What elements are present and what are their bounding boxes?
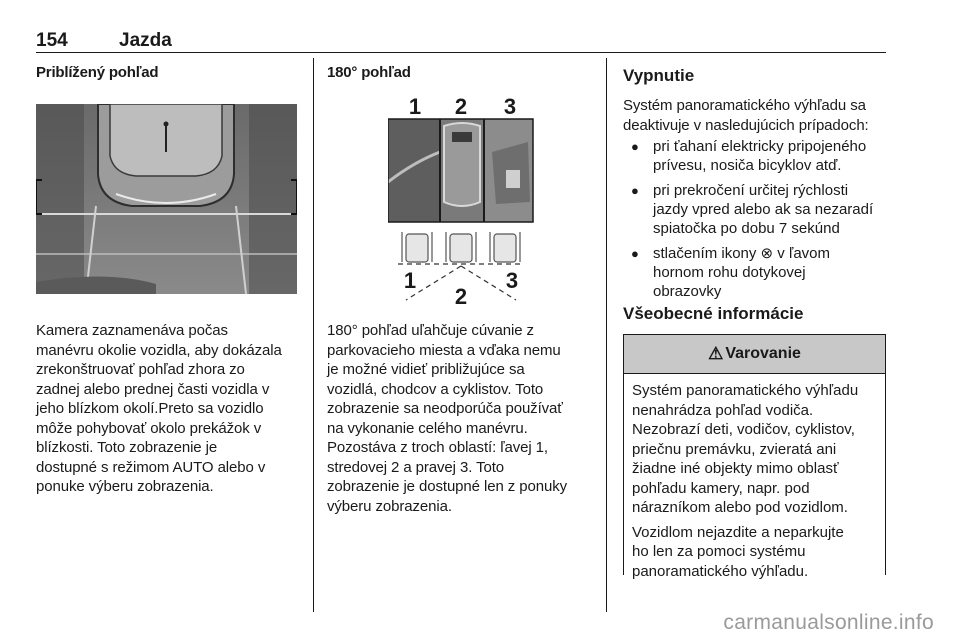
list-item <box>623 137 893 175</box>
text-line: zobrazenie je dostupné len z ponuky <box>327 478 568 495</box>
column-divider-left <box>313 58 314 612</box>
text-line: parkovacieho miesta a vďaka nemu <box>327 341 561 359</box>
text-line: výberu zobrazenia. <box>327 497 452 515</box>
text-line: môže pohybovať okolo prekážok v <box>36 419 262 437</box>
text-line: manévru okolie vozidla, aby dokázala <box>36 341 282 359</box>
text-line: je možné vidieť približujúce sa <box>327 361 525 378</box>
text-line: ponuke výberu zobrazenia. <box>36 478 214 495</box>
text-line: hornom rohu dotykovej <box>653 264 806 281</box>
section-heading-general-info: Všeobecné informácie <box>623 304 804 323</box>
page-header <box>36 28 886 53</box>
page-number: 154 <box>36 30 68 51</box>
warning-title: Varovanie <box>725 345 801 362</box>
warning-paragraph <box>632 523 877 582</box>
text-line: žiadne iné objekty mimo oblasť <box>632 460 839 477</box>
text-line: panoramatického výhľadu. <box>632 562 809 580</box>
figure-label-top-1: 1 <box>408 94 422 119</box>
text-line: vozidlá, chodcov a cyklistov. Toto <box>327 380 544 398</box>
view-180-paragraph <box>327 321 602 516</box>
text-line: stredovej 2 a pravej 3. Toto <box>327 458 505 476</box>
view-180-figure <box>388 92 536 304</box>
text-line: Pozostáva z troch oblastí: ľavej 1, <box>327 439 548 456</box>
closeup-paragraph <box>36 321 306 497</box>
text-line: pohľadu kamery, napr. pod <box>632 479 810 497</box>
text-line: jazdy vpred alebo ak sa nezaradí <box>653 201 874 218</box>
figure-label-top-3: 3 <box>503 94 517 119</box>
figure-label-top-2: 2 <box>454 94 468 119</box>
text-line: prívesu, nosiča bicyklov atď. <box>653 157 842 174</box>
warning-paragraph <box>632 381 877 518</box>
text-line: 180° pohľad uľahčuje cúvanie z <box>327 322 534 339</box>
text-line: Systém panoramatického výhľadu <box>632 382 859 399</box>
text-line: Kamera zaznamenáva počas <box>36 322 228 339</box>
text-line: Nezobrazí deti, vodičov, cyklistov, <box>632 421 855 438</box>
text-line: dostupné s režimom AUTO alebo v <box>36 458 266 476</box>
watermark: carmanualsonline.info <box>723 611 934 634</box>
section-heading-deactivation: Vypnutie <box>623 66 695 85</box>
text-line: obrazovky <box>653 283 722 300</box>
text-line: ● pri ťahaní elektricky pripojeného <box>653 138 867 155</box>
text-line: zrekonštruovať pohľad zhora zo <box>36 361 245 378</box>
text-line: Vozidlom nejazdite a neparkujte <box>632 523 844 541</box>
text-line: na vykonanie celého manévru. <box>327 419 528 437</box>
section-heading-180: 180° pohľad <box>327 64 411 81</box>
text-line: nenahrádza pohľad vodiča. <box>632 401 814 419</box>
warning-icon: ⚠ <box>708 344 724 363</box>
warning-box <box>623 334 886 580</box>
section-heading-closeup: Priblížený pohľad <box>36 64 159 81</box>
chapter-title: Jazda <box>119 30 172 51</box>
column-divider-right <box>606 58 607 612</box>
text-line: Systém panoramatického výhľadu sa <box>623 97 866 114</box>
text-line: spiatočka po dobu 7 sekúnd <box>653 220 840 237</box>
figure-label-bottom-3: 3 <box>505 268 519 293</box>
text-line: zobrazenie sa neodporúča používať <box>327 400 563 417</box>
figure-label-bottom-2: 2 <box>454 284 468 304</box>
text-line: zadnej alebo prednej časti vozidla v <box>36 380 270 398</box>
deactivation-intro <box>623 96 893 135</box>
text-line: priečnu premávku, zvieratá ani <box>632 440 837 458</box>
deactivation-list <box>623 137 893 307</box>
list-item <box>623 181 893 238</box>
text-line: nárazníkom alebo pod vozidlom. <box>632 499 848 516</box>
text-line: ● pri prekročení určitej rýchlosti <box>653 182 849 199</box>
text-line: ho len za pomoci systému <box>632 543 806 560</box>
text-line: deaktivuje v nasledujúcich prípadoch: <box>623 116 869 134</box>
text-line: jeho blízkom okolí.Preto sa vozidlo <box>36 400 264 417</box>
figure-label-bottom-1: 1 <box>403 268 417 293</box>
warning-body <box>624 374 885 581</box>
warning-header <box>624 335 885 374</box>
text-line: blízkosti. Toto zobrazenie je <box>36 439 218 456</box>
list-item <box>623 244 893 301</box>
closeup-view-figure <box>36 104 297 294</box>
text-line: ● stlačením ikony ⊗ v ľavom <box>653 245 830 262</box>
